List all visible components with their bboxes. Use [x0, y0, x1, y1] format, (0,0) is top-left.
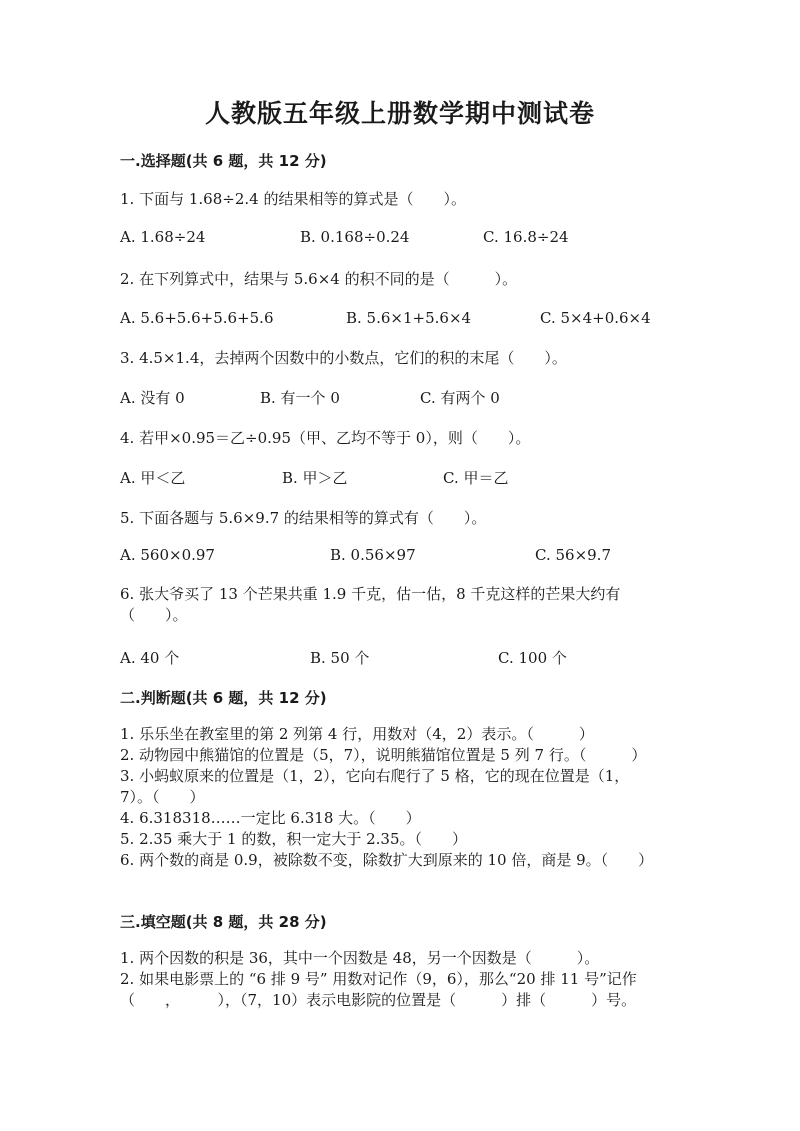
option-c: C. 有两个 0: [420, 389, 500, 407]
section-heading-fill: 三.填空题(共 8 题，共 28 分): [120, 913, 327, 931]
judge-item: 6. 两个数的商是 0.9，被除数不变，除数扩大到原来的 10 倍，商是 9。（ ）: [120, 851, 654, 869]
judge-item: 5. 2.35 乘大于 1 的数，积一定大于 2.35。（ ）: [120, 830, 467, 848]
option-a: A. 5.6+5.6+5.6+5.6: [120, 309, 274, 327]
option-c: C. 16.8÷24: [483, 228, 569, 246]
question-1: 1. 下面与 1.68÷2.4 的结果相等的算式是（ ）。: [120, 190, 466, 208]
option-b: B. 50 个: [310, 649, 370, 667]
option-a: A. 没有 0: [120, 389, 185, 407]
option-b: B. 有一个 0: [260, 389, 340, 407]
section-heading-choice: 一.选择题(共 6 题，共 12 分): [120, 152, 327, 170]
question-4: 4. 若甲×0.95＝乙÷0.95（甲、乙均不等于 0），则（ ）。: [120, 429, 531, 447]
fill-item: 1. 两个因数的积是 36，其中一个因数是 48，另一个因数是（ ）。: [120, 949, 600, 967]
page-title: 人教版五年级上册数学期中测试卷: [204, 99, 595, 128]
option-b: B. 甲＞乙: [282, 469, 348, 487]
option-c: C. 5×4+0.6×4: [540, 309, 651, 327]
option-b: B. 5.6×1+5.6×4: [346, 309, 472, 327]
question-3: 3. 4.5×1.4，去掉两个因数中的小数点，它们的积的末尾（ ）。: [120, 349, 567, 367]
judge-item: 4. 6.318318……一定比 6.318 大。（ ）: [120, 809, 421, 827]
question-5: 5. 下面各题与 5.6×9.7 的结果相等的算式有（ ）。: [120, 509, 487, 527]
option-a: A. 40 个: [120, 649, 180, 667]
judge-item: 1. 乐乐坐在教室里的第 2 列第 4 行，用数对（4，2）表示。（ ）: [120, 725, 594, 743]
option-a: A. 1.68÷24: [120, 228, 206, 246]
question-2: 2. 在下列算式中，结果与 5.6×4 的积不同的是（ ）。: [120, 270, 518, 288]
option-c: C. 56×9.7: [535, 546, 611, 564]
option-b: B. 0.168÷0.24: [300, 228, 410, 246]
option-b: B. 0.56×97: [330, 546, 416, 564]
judge-item: 3. 小蚂蚁原来的位置是（1，2），它向右爬行了 5 格，它的现在位置是（1，7）。（ ）: [120, 767, 630, 806]
option-a: A. 560×0.97: [120, 546, 215, 564]
question-6: 6. 张大爷买了 13 个芒果共重 1.9 千克，估一估，8 千克这样的芒果大约有（ ）。: [120, 585, 621, 624]
section-heading-judge: 二.判断题(共 6 题，共 12 分): [120, 689, 327, 707]
fill-item: 2. 如果电影票上的 “6 排 9 号” 用数对记作（9，6），那么“20 排 11 号”记作（ ， ），（7，10）表示电影院的位置是（ ）排（ ）号。: [120, 970, 637, 1009]
option-c: C. 100 个: [498, 649, 567, 667]
option-c: C. 甲＝乙: [443, 469, 509, 487]
judge-item: 2. 动物园中熊猫馆的位置是（5，7），说明熊猫馆位置是 5 列 7 行。（ ）: [120, 746, 647, 764]
option-a: A. 甲＜乙: [120, 469, 186, 487]
